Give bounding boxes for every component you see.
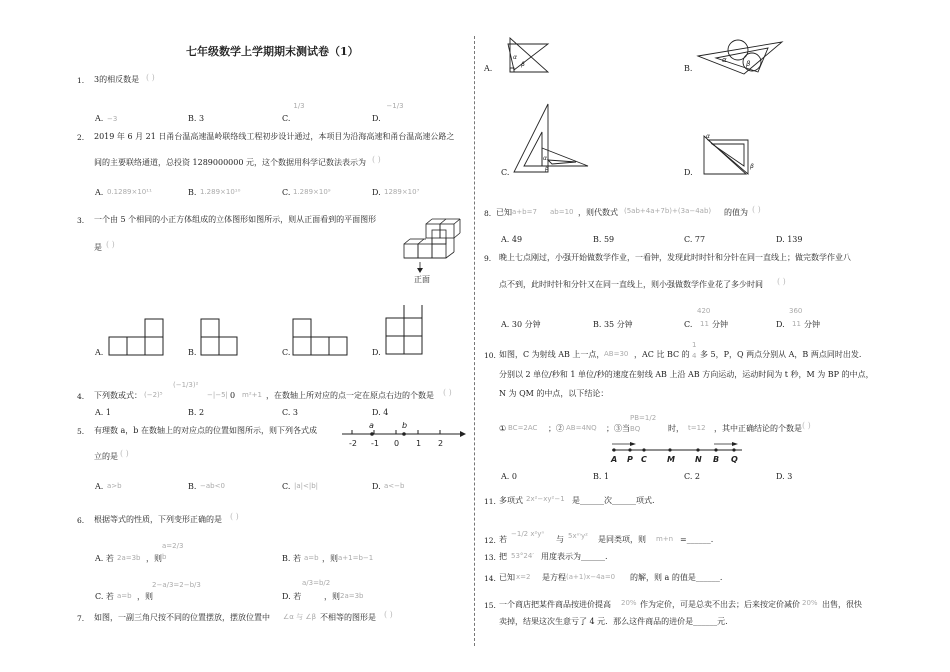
q2-option-d: D. [372,188,381,197]
q10-option-c: C. 2 [684,472,701,481]
q8-cond-2: ab=10 [550,208,574,216]
q9-option-c-unit: 分钟 [712,320,728,329]
q2-option-b: B. [188,188,197,197]
q10-label-m: M [667,455,675,464]
q10-fraction-bottom: 4 [692,352,697,360]
q3-option-c: C. [282,348,291,357]
q5-option-d: D. [372,482,381,491]
q6-option-d: D. 若 [282,592,302,601]
q5-option-a: A. [95,482,104,491]
q10-ab: AB=30 [604,350,629,358]
q6-option-d-cond: a/3=b/2 [302,579,331,587]
q1-text: 3的相反数是 [94,75,140,84]
q3-option-c-figure [292,318,354,358]
q4-text-pre: 下列数或式： [94,391,142,400]
q10-conclusion-2: AB=4NQ [566,424,597,432]
q12-expr-1: −1/2 x²yⁿ [511,530,545,538]
q6-option-d-then: ，则 [324,592,340,601]
q12-tail: =______. [680,535,714,544]
q2-number: 2. [77,133,85,142]
q10-label-n: N [695,455,702,464]
q9-line2: 点不到，此时时针和分针又在同一直线上，则小强做数学作业花了多少时间 [499,280,763,289]
q10-point-p [628,448,631,451]
q6-option-b: B. 若 [282,554,301,563]
q5-tick-2: 2 [438,439,444,448]
q11-post: 是______次______项式. [572,496,655,505]
q7-d-beta: β [750,163,754,170]
q9-option-d: D. [776,320,785,329]
q15-line2: 卖掉，结果这次生意亏了 4 元．那么这件商品的进价是______元. [499,617,728,626]
q10-point-q [732,448,735,451]
q4-zero: 0 [230,391,236,400]
q8-post: 的值为 [724,208,748,217]
q4-bracket: ( ) [443,388,452,397]
q10-line2: 分别以 2 单位/秒和 1 单位/秒的速度在射线 AB 上沿 AB 方向运动，运动时间为 t 秒，M 为 BP 的中点， [499,370,874,379]
q10-bracket: ( ) [802,421,811,430]
q4-number: 4. [77,392,85,401]
q3-option-b: B. [188,348,197,357]
q7-b-beta: β [746,60,751,68]
q5-option-c: C. [282,482,291,491]
q10-conclusion-1: BC=2AC [508,424,538,432]
q7-d-alpha: α [706,133,710,140]
q10-number: 10. [484,351,496,360]
q4-expr-1: (−2)⁵ [144,391,163,399]
q1-bracket: ( ) [146,73,155,82]
q2-option-a-value: 0.1289×10¹¹ [107,188,152,196]
q12-mid: 与 [556,535,564,544]
q4-option-d: D. 4 [372,408,389,417]
q11-number: 11. [484,497,496,506]
q3-option-b-figure [200,318,240,358]
q12-post: 是同类项，则 [598,535,646,544]
q3-front-label: 正面 [414,275,430,284]
q5-label-a: a [369,421,374,430]
q1-option-a-value: −3 [107,115,118,123]
q15-line1-post: 出售，很快 [822,600,862,609]
q7-angles: ∠α 与 ∠β [283,613,317,621]
q3-line1: 一个由 5 个相同的小正方体组成的立体图形如图所示，则从正面看到的平面图形 [94,215,377,224]
q10-tail: ，其中正确结论的个数是 [714,424,802,433]
q10-label-q: Q [731,455,738,464]
q10-point-b [714,448,717,451]
q3-option-d: D. [372,348,381,357]
q10-line1-mid: ，AC 比 BC 的 [634,350,690,359]
q15-percent-2: 20% [802,599,818,607]
q3-option-a-figure [108,316,170,358]
q6-option-b-cond: a=b [304,554,319,562]
q4-option-a: A. 1 [95,408,111,417]
q15-number: 15. [484,601,496,610]
q7-c-beta: β [545,165,549,172]
q15-percent-1: 20% [621,599,637,607]
q13-pre: 把 [499,552,507,561]
q7-text-post: 不相等的图形是 [320,613,376,622]
q4-expr-3: −|−5| [207,391,228,399]
q5-bracket: ( ) [120,449,129,458]
q4-text-post: ，在数轴上所对应的点一定在原点右边的个数是 [266,391,434,400]
q10-option-d: D. 3 [776,472,793,481]
q5-line1: 有理数 a，b 在数轴上的对应点的位置如图所示，则下列各式成 [94,426,317,435]
q12-expr-2: 5xᵐy² [568,532,588,540]
q6-option-c-then: ，则 [137,592,153,601]
q14-expr-2: (a+1)x−4a=0 [566,573,616,581]
q15-line1-mid: 作为定价，可是总卖不出去；后来按定价减价 [640,600,800,609]
q4-expr-4: m²+1 [242,391,262,399]
q1-number: 1. [77,76,85,85]
q2-option-a: A. [95,188,104,197]
q9-bracket: ( ) [777,277,786,286]
q9-option-d-denominator: 11 [792,320,801,328]
q5-tick-0: 0 [394,439,400,448]
q3-option-a: A. [95,348,104,357]
q7-option-a-figure [504,36,554,76]
q1-option-d-value: −1/3 [386,102,404,110]
q6-option-b-then: ，则 [322,554,338,563]
q8-mid: ，则代数式 [578,208,618,217]
q2-line1: 2019 年 6 月 21 日甬台温高速温岭联络线工程初步设计通过，本项目为沿海高速和甬台温高速公路之 [94,132,455,141]
q10-conclusion-2-label: ；② [548,424,564,433]
q6-option-c-result: 2−a/3=2−b/3 [152,581,201,589]
q6-option-c: C. 若 [95,592,114,601]
q5-label-b: b [402,421,408,430]
q8-option-a: A. 49 [501,235,523,244]
q7-option-c-figure [512,102,590,176]
q2-option-c: C. [282,188,291,197]
q10-label-b: B [713,455,720,464]
q12-number: 12. [484,536,496,545]
q7-text-pre: 如图，一副三角尺按不同的位置摆放，摆放位置中 [94,613,270,622]
q12-expr-3: m+n [656,535,674,543]
q9-option-a: A. 30 分钟 [501,320,541,329]
q15-line1-pre: 一个商店把某件商品按进价提高 [499,600,611,609]
q7-option-d: D. [684,168,693,177]
q11-pre: 多项式 [499,496,523,505]
q10-line1-post: 多 5，P，Q 两点分别从 A，B 两点同时出发. [700,350,862,359]
q2-line2: 间的主要联络通道，总投资 1289000000 元，这个数据用科学记数法表示为 [94,158,366,167]
q12-pre: 若 [499,535,507,544]
q2-bracket: ( ) [372,155,381,164]
q5-option-d-value: a<−b [384,482,405,490]
q7-option-d-figure [696,126,762,178]
q6-option-b-result: a+1=b−1 [338,554,374,562]
q10-option-b: B. 1 [593,472,610,481]
q8-expr: (5ab+4a+7b)+(3a−4ab) [624,207,712,215]
q10-label-c: C [641,455,647,464]
column-divider [474,36,475,646]
q7-option-b: B. [684,64,693,73]
q6-option-a: A. 若 [95,554,114,563]
q10-conclusion-1-label: ① [499,424,507,433]
q10-fraction-top: 1 [692,341,697,349]
q10-conclusion-3-t: t=12 [688,424,706,432]
q3-line2: 是 [94,243,102,252]
q13-number: 13. [484,553,496,562]
q14-expr-1: x=2 [516,573,531,581]
q6-option-d-result: 2a=3b [340,592,364,600]
q6-option-a-cond: 2a=3b [117,554,141,562]
q7-b-alpha: α [722,56,727,64]
q7-a-beta: β [521,61,525,68]
q7-number: 7. [77,614,85,623]
q7-a-alpha: α [513,54,517,61]
q9-option-c-denominator: 11 [700,320,709,328]
q10-conclusion-3-post: 时， [668,424,684,433]
q9-option-d-unit: 分钟 [804,320,820,329]
q5-point-b [402,432,406,436]
q5-number-line [338,420,466,452]
q4-option-c: C. 3 [282,408,299,417]
q7-c-alpha: α [543,155,547,162]
q10-point-m [668,448,671,451]
q1-option-c: C. [282,114,291,123]
q5-number: 5. [77,427,85,436]
q7-option-c: C. [501,168,510,177]
q13-post: 用度表示为______. [541,552,608,561]
q6-bracket: ( ) [230,512,239,521]
q3-bracket: ( ) [106,240,115,249]
q1-option-b: B. 3 [188,114,205,123]
q10-point-c [642,448,645,451]
q9-number: 9. [484,254,492,263]
q1-option-d: D. [372,114,381,123]
q9-option-b: B. 35 分钟 [593,320,633,329]
q7-option-b-figure [696,36,788,76]
q6-text: 根据等式的性质，下列变形正确的是 [94,515,222,524]
q14-number: 14. [484,574,496,583]
q5-option-c-value: |a|<|b| [294,482,319,490]
q3-number: 3. [77,216,85,225]
q10-label-a: A [611,455,618,464]
q4-expr-2: (−1/3)² [173,381,199,389]
q9-option-c: C. [684,320,693,329]
q10-point-a [612,448,615,451]
q6-number: 6. [77,516,85,525]
q8-pre: 已知 [496,208,512,217]
q9-option-c-numerator: 420 [697,307,711,315]
q2-option-b-value: 1.289×10¹⁰ [200,188,241,196]
q5-point-a [370,432,374,436]
q1-option-c-value: 1/3 [293,102,305,110]
q10-conclusion-3: PB=1/2 BQ [630,414,657,433]
q8-number: 8. [484,209,492,218]
q10-option-a: A. 0 [501,472,517,481]
q5-option-b-value: −ab<0 [200,482,225,490]
q2-option-d-value: 1289×10⁷ [384,188,420,196]
q6-option-c-cond: a=b [117,592,132,600]
q10-point-n [696,448,699,451]
q8-cond-1: a+b=7 [512,208,537,216]
q7-bracket: ( ) [384,610,393,619]
q8-bracket: ( ) [752,205,761,214]
q13-expr: 53°24′ [511,552,534,560]
q6-option-a-then: ，则 [146,554,162,563]
q1-option-a: A. [95,114,104,123]
q8-option-c: C. 77 [684,235,706,244]
q5-line2: 立的是 [94,452,118,461]
q8-option-d: D. 139 [776,235,803,244]
q5-tick-neg2: -2 [349,439,357,448]
q5-option-a-value: a>b [107,482,122,490]
q8-option-b: B. 59 [593,235,615,244]
q5-tick-neg1: -1 [371,439,379,448]
q10-line3: N 为 QM 的中点，以下结论： [499,389,609,398]
q14-mid: 是方程 [542,573,566,582]
page-title: 七年级数学上学期期末测试卷（1） [186,45,359,58]
q11-expr: 2x²−xy²−1 [526,495,565,503]
q5-tick-1: 1 [416,439,422,448]
q10-conclusion-3-label: ；③当 [606,424,630,433]
q6-option-a-result: a=2/3 b [162,542,184,561]
q3-option-d-figure [385,305,431,357]
q4-option-b: B. 2 [188,408,205,417]
q10-label-p: P [627,455,633,464]
q9-line1: 晚上七点刚过，小强开始做数学作业，一看钟，发现此时时针和分针在同一直线上；做完数学作业八 [499,253,851,262]
q5-option-b: B. [188,482,197,491]
q14-post: 的解，则 a 的值是______. [630,573,723,582]
q14-pre: 已知 [499,573,515,582]
q10-line1-pre: 如图，C 为射线 AB 上一点， [499,350,605,359]
q7-option-a: A. [484,64,493,73]
q10-segment-figure [606,440,750,466]
q9-option-d-numerator: 360 [789,307,803,315]
q2-option-c-value: 1.289×10⁹ [293,188,331,196]
q3-cube-figure [396,218,466,284]
